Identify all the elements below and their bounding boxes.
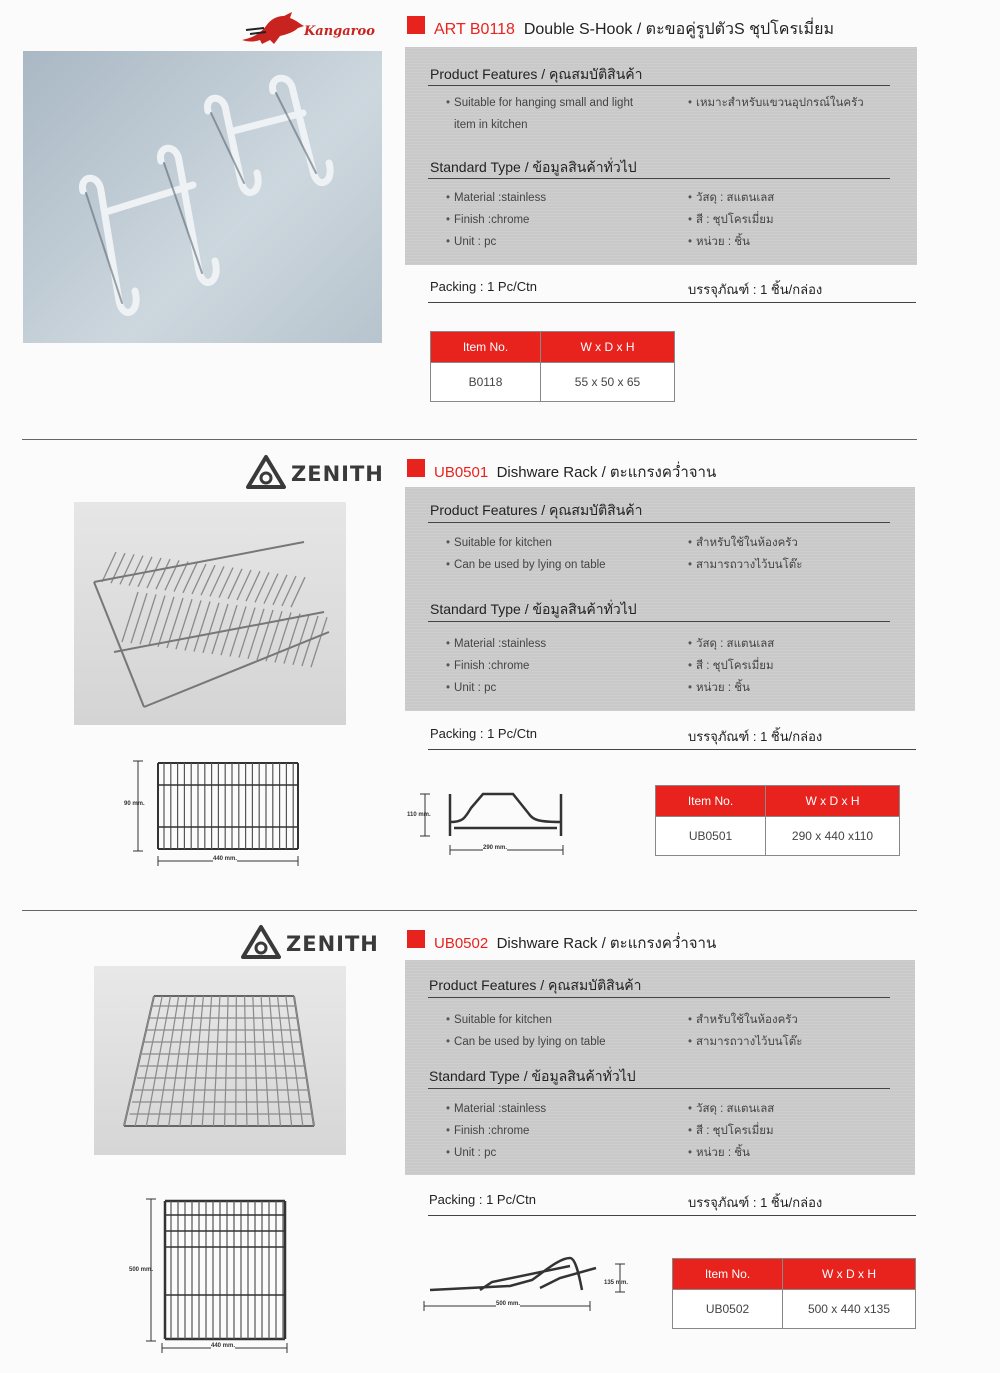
red-square-bullet [407,930,425,948]
section-divider [22,439,917,440]
product-name: Double S-Hook / ตะขอคู่รูปตัวS ชุปโครเมี่ยม [523,21,834,38]
side-view-drawing [405,788,570,860]
standard-en: • Unit : pc [446,231,496,253]
dimension-label: 135 mm. [604,1280,629,1286]
divider [428,302,916,303]
dimensions: 55 x 50 x 65 [541,363,675,402]
standard-th: • สี : ชุปโครเมี่ยม [688,1120,774,1142]
table-header-item-no: Item No. [673,1259,783,1290]
feature-th: • สามารถวางไว้บนโต๊ะ [688,1031,802,1053]
feature-en: • Suitable for hanging small and light [446,92,633,114]
dimension-label: 440 mm. [213,856,238,862]
product-title [434,460,716,484]
packing-th: บรรจุภัณฑ์ : 1 ชิ้น/กล่อง [688,1195,823,1210]
feature-th: • สามารถวางไว้บนโต๊ะ [688,554,802,576]
standard-heading: Standard Type / ข้อมูลสินค้าทั่วไป [430,159,637,175]
dimension-label: 500 mm. [496,1301,521,1307]
zenith-logo [245,452,390,492]
standard-th: • สี : ชุปโครเมี่ยม [688,655,774,677]
product-title [434,17,834,42]
divider [428,997,890,998]
standard-th: • หน่วย : ชิ้น [688,231,750,253]
top-view-drawing [120,755,310,867]
standard-th: • วัสดุ : สแตนเลส [688,633,774,655]
brand-name: ZENITH [286,932,379,956]
features-heading: Product Features / คุณสมบัติสินค้า [430,502,643,518]
divider [428,178,890,179]
standard-en: • Unit : pc [446,677,496,699]
product-photo-dishware-rack [74,502,346,725]
divider [428,522,890,523]
product-photo-dishware-rack [94,966,346,1155]
spec-table [430,331,675,402]
packing-en: Packing : 1 Pc/Ctn [429,1192,536,1207]
side-view-drawing [420,1250,645,1320]
dimension-label: 440 mm. [211,1343,236,1349]
product-code: UB0501 [434,464,489,481]
standard-th: • วัสดุ : สแตนเลส [688,187,774,209]
product-title [434,931,716,955]
divider [428,621,890,622]
section-divider [22,910,917,911]
zenith-logo [240,922,385,962]
feature-th: • สำหรับใช้ในห้องครัว [688,532,798,554]
product-name: Dishware Rack / ตะแกรงคว่ำจาน [496,935,717,952]
table-header-dimensions: W x D x H [541,332,675,363]
divider [428,1088,890,1089]
standard-en: • Unit : pc [446,1142,496,1164]
standard-en: • Material :stainless [446,187,546,209]
standard-th: • สี : ชุปโครเมี่ยม [688,209,774,231]
product-name: Dishware Rack / ตะแกรงคว่ำจาน [496,464,717,481]
table-header-item-no: Item No. [656,786,766,817]
item-no: UB0502 [673,1290,783,1329]
product-code: UB0502 [434,935,489,952]
feature-th: • เหมาะสำหรับแขวนอุปกรณ์ในครัว [688,92,864,114]
dimension-label: 110 mm. [407,812,431,818]
table-header-dimensions: W x D x H [783,1259,916,1290]
dimension-label: 290 mm. [483,845,508,851]
kangaroo-logo [240,10,390,50]
dimensions: 500 x 440 x135 [783,1290,916,1329]
dimension-label: 90 mm. [124,801,145,807]
standard-en: • Material :stainless [446,1098,546,1120]
packing-en: Packing : 1 Pc/Ctn [430,726,537,741]
standard-en: • Finish :chrome [446,209,529,231]
features-heading: Product Features / คุณสมบัติสินค้า [429,977,642,993]
top-view-drawing [125,1195,295,1357]
feature-en: • Can be used by lying on table [446,554,606,576]
standard-th: • วัสดุ : สแตนเลส [688,1098,774,1120]
standard-th: • หน่วย : ชิ้น [688,677,750,699]
table-header-dimensions: W x D x H [766,786,900,817]
brand-name: Kangaroo [304,24,375,39]
brand-name: ZENITH [291,462,384,486]
product-photo-double-s-hook [23,51,382,343]
dimensions: 290 x 440 x110 [766,817,900,856]
feature-en: item in kitchen [454,119,528,131]
standard-en: • Finish :chrome [446,655,529,677]
standard-en: • Finish :chrome [446,1120,529,1142]
spec-table [672,1258,916,1329]
feature-en: • Can be used by lying on table [446,1031,606,1053]
product-code: ART B0118 [434,21,515,38]
divider [428,85,890,86]
standard-heading: Standard Type / ข้อมูลสินค้าทั่วไป [429,1068,636,1084]
packing-th: บรรจุภัณฑ์ : 1 ชิ้น/กล่อง [688,729,823,744]
divider [428,749,916,750]
item-no: B0118 [431,363,541,402]
red-square-bullet [407,459,425,477]
packing-th: บรรจุภัณฑ์ : 1 ชิ้น/กล่อง [688,282,823,297]
divider [428,1215,916,1216]
standard-heading: Standard Type / ข้อมูลสินค้าทั่วไป [430,601,637,617]
feature-en: • Suitable for kitchen [446,1009,552,1031]
dimension-label: 500 mm. [129,1267,154,1273]
features-heading: Product Features / คุณสมบัติสินค้า [430,66,643,82]
packing-en: Packing : 1 Pc/Ctn [430,279,537,294]
table-header-item-no: Item No. [431,332,541,363]
feature-th: • สำหรับใช้ในห้องครัว [688,1009,798,1031]
spec-table [655,785,900,856]
item-no: UB0501 [656,817,766,856]
standard-en: • Material :stainless [446,633,546,655]
feature-en: • Suitable for kitchen [446,532,552,554]
standard-th: • หน่วย : ชิ้น [688,1142,750,1164]
red-square-bullet [407,16,425,34]
